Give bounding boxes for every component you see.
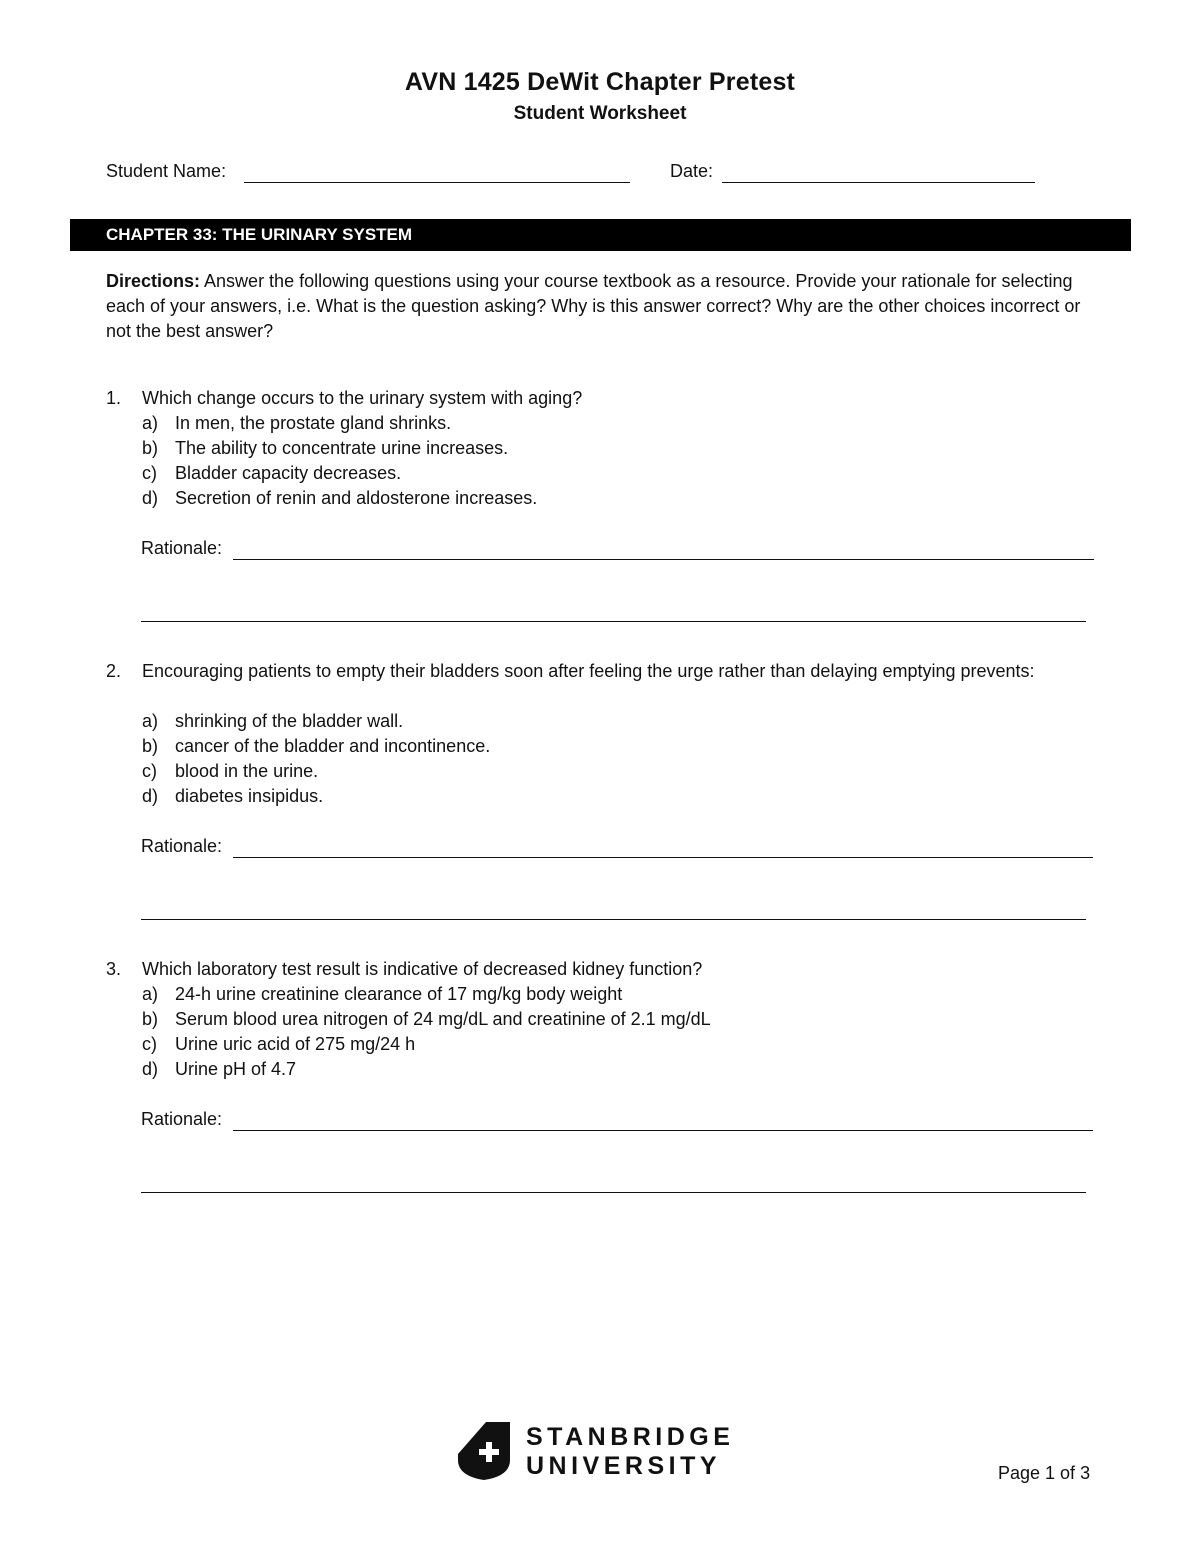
logo-line-1: STANBRIDGE (526, 1423, 735, 1451)
rationale-1[interactable] (141, 538, 222, 559)
option-text: cancer of the bladder and incontinence. (175, 736, 491, 756)
question-number: 3. (106, 959, 122, 979)
student-name-label: Student Name: (106, 161, 227, 181)
rationale-3[interactable] (141, 1109, 222, 1130)
option-text: shrinking of the bladder wall. (175, 711, 404, 731)
rationale-line (233, 559, 1094, 560)
option-letter: d) (142, 1059, 159, 1079)
rationale-line (141, 919, 1086, 920)
directions-label: Directions: (106, 271, 201, 291)
option-letter: b) (142, 736, 159, 756)
question-text: Which laboratory test result is indicative of decreased kidney function? (142, 959, 703, 979)
date-line (722, 182, 1035, 183)
option-letter: b) (142, 438, 159, 458)
student-name-line (244, 182, 630, 183)
option-letter: c) (142, 463, 157, 483)
option-letter: d) (142, 488, 159, 508)
question-number: 1. (106, 388, 122, 408)
option-text: Serum blood urea nitrogen of 24 mg/dL and creatinine of 2.1 mg/dL (175, 1009, 711, 1029)
option-letter: c) (142, 1034, 157, 1054)
option-text: In men, the prostate gland shrinks. (175, 413, 452, 433)
rationale-label: Rationale: (141, 836, 223, 856)
page-subtitle: Student Worksheet (513, 103, 687, 124)
rationale-line (233, 1130, 1093, 1131)
directions-paragraph (106, 269, 1096, 344)
option-text: blood in the urine. (175, 761, 319, 781)
chapter-heading: CHAPTER 33: THE URINARY SYSTEM (106, 225, 413, 244)
shield-logo-icon (456, 1420, 512, 1482)
option-letter: a) (142, 984, 159, 1004)
chapter-heading-bar (70, 219, 1131, 251)
option-letter: c) (142, 761, 157, 781)
option-text: Secretion of renin and aldosterone increases. (175, 488, 538, 508)
page-title: AVN 1425 DeWit Chapter Pretest (404, 68, 796, 96)
rationale-label: Rationale: (141, 1109, 223, 1129)
rationale-2[interactable] (141, 836, 222, 857)
stanbridge-university-logo (456, 1420, 756, 1484)
option-text: Bladder capacity decreases. (175, 463, 402, 483)
student-name-field[interactable] (106, 161, 226, 187)
rationale-line (141, 1192, 1086, 1193)
rationale-line (233, 857, 1093, 858)
option-letter: a) (142, 413, 159, 433)
option-letter: a) (142, 711, 159, 731)
date-field[interactable] (670, 161, 713, 187)
option-text: Urine pH of 4.7 (175, 1059, 297, 1079)
question-number: 2. (106, 661, 122, 681)
option-text: The ability to concentrate urine increases. (175, 438, 509, 458)
option-letter: b) (142, 1009, 159, 1029)
option-text: Urine uric acid of 275 mg/24 h (175, 1034, 416, 1054)
option-text: diabetes insipidus. (175, 786, 324, 806)
date-label: Date: (670, 161, 714, 181)
logo-line-2: UNIVERSITY (526, 1452, 722, 1480)
page-number: Page 1 of 3 (998, 1463, 1091, 1483)
option-text: 24-h urine creatinine clearance of 17 mg/kg body weight (175, 984, 623, 1004)
rationale-label: Rationale: (141, 538, 223, 558)
question-text: Encouraging patients to empty their bladders soon after feeling the urge rather than delaying emptying prevents: (142, 661, 1035, 681)
question-text: Which change occurs to the urinary system with aging? (142, 388, 583, 408)
directions-text: Answer the following questions using your course textbook as a resource. Provide your rationale for selecting each of your answers, i.e. What is the question asking? Why is this answer correct? Why are the other choices incorrect or not the best answer? (106, 271, 1081, 341)
rationale-line (141, 621, 1086, 622)
option-letter: d) (142, 786, 159, 806)
